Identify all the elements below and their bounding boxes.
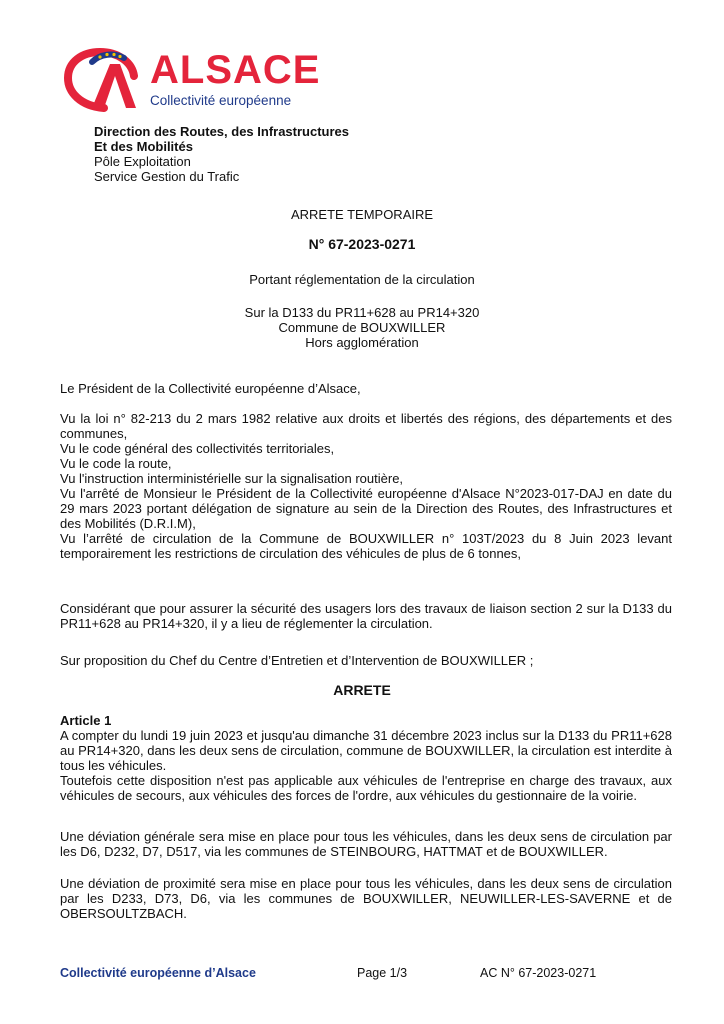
article-1 <box>60 713 672 803</box>
vu-item: Vu l'arrêté de Monsieur le Président de la Collectivité européenne d'Alsace N°2023-017-DAJ en date du 29 mars 2023 portant délégation de signature au sein de la Direction des Routes, des Infrastructures et des Mobilités (D.R.I.M), <box>60 486 672 531</box>
considerant-paragraph <box>60 601 672 631</box>
footer-reference: AC N° 67-2023-0271 <box>480 966 597 980</box>
arrete-heading: ARRETE <box>333 682 391 698</box>
article-1-paragraph-1: A compter du lundi 19 juin 2023 et jusqu'au dimanche 31 décembre 2023 inclus sur la D133 du PR11+628 au PR14+320, dans les deux sens de circulation, commune de BOUXWILLER, la circulation est interdite à tous les véhicules. <box>60 728 672 773</box>
location-line-1: Sur la D133 du PR11+628 au PR14+320 <box>244 305 480 320</box>
considerant-text: Considérant que pour assurer la sécurité des usagers lors des travaux de liaison section 2 sur la D133 du PR11+628 au PR14+320, il y a lieu de réglementer la circulation. <box>60 601 672 631</box>
location-line-3: Hors agglomération <box>305 335 419 350</box>
deviation-proximite-text: Une déviation de proximité sera mise en place pour tous les véhicules, dans les deux sens de circulation par les D233, D73, D6, via les communes de BOUXWILLER, NEUWILLER-LES-SAVERNE et de OBERSOULTZBACH. <box>60 876 672 921</box>
vu-list <box>60 411 672 561</box>
deviation-generale-text: Une déviation générale sera mise en place pour tous les véhicules, dans les deux sens de circulation par les D6, D232, D7, D517, via les communes de STEINBOURG, HATTMAT et de BOUXWILLER. <box>60 829 672 859</box>
document-subject: Portant réglementation de la circulation <box>249 272 475 287</box>
vu-item: Vu le code général des collectivités territoriales, <box>60 441 335 456</box>
alsace-emblem-icon <box>62 46 152 116</box>
logo-subtitle: Collectivité européenne <box>150 93 292 108</box>
president-text: Le Président de la Collectivité européenne d’Alsace, <box>60 381 361 396</box>
article-1-paragraph-2: Toutefois cette disposition n'est pas applicable aux véhicules de l'entreprise en charge des travaux, aux véhicules de secours, aux véhicules des forces de l'ordre, aux véhicules du gestionnaire de la voirie. <box>60 773 672 803</box>
vu-item: Vu la loi n° 82-213 du 2 mars 1982 relative aux droits et libertés des régions, des départements et des communes, <box>60 411 672 441</box>
president-line <box>60 381 672 396</box>
service-line: Service Gestion du Trafic <box>94 169 240 184</box>
proposition-paragraph <box>60 653 672 668</box>
dept-line-1: Direction des Routes, des Infrastructures <box>94 124 350 139</box>
logo-brand: ALSACE <box>150 48 321 92</box>
deviation-proximite-paragraph <box>60 876 672 921</box>
document-location <box>0 305 724 350</box>
document-type: ARRETE TEMPORAIRE <box>290 207 434 222</box>
vu-item: Vu le code la route, <box>60 456 172 471</box>
document-number: N° 67-2023-0271 <box>308 236 416 252</box>
department-header <box>94 124 349 184</box>
dept-line-2: Et des Mobilités <box>94 139 193 154</box>
footer-organization: Collectivité européenne d’Alsace <box>60 966 256 980</box>
article-1-heading: Article 1 <box>60 713 112 728</box>
footer-page-number: Page 1/3 <box>357 966 408 980</box>
alsace-logo <box>62 46 321 116</box>
vu-item: Vu l'instruction interministérielle sur la signalisation routière, <box>60 471 404 486</box>
deviation-generale-paragraph <box>60 829 672 859</box>
location-line-2: Commune de BOUXWILLER <box>278 320 446 335</box>
vu-item: Vu l’arrêté de circulation de la Commune de BOUXWILLER n° 103T/2023 du 8 Juin 2023 levant temporairement les restrictions de circulation des véhicules de plus de 6 tonnes, <box>60 531 672 561</box>
pole-line: Pôle Exploitation <box>94 154 191 169</box>
proposition-text: Sur proposition du Chef du Centre d’Entretien et d’Intervention de BOUXWILLER ; <box>60 653 534 668</box>
